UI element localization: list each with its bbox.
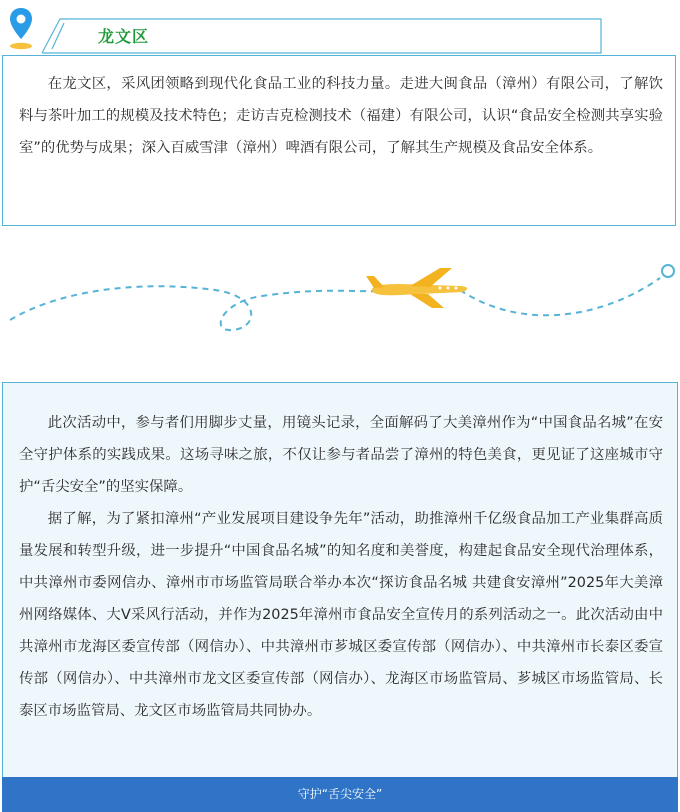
paragraph-background: 据了解，为了紧扣漳州“产业发展项目建设争先年”活动，助推漳州千亿级食品加工产业集群高质量发展和转型升级，进一步提升“中国食品名城”的知名度和美誉度，构建起食品安全现代治理体系，中共漳州市委网信办、漳州市市场监管局联合举办本次“探访食品名城 共建食安漳州”2025年大美漳州网络媒体、大V采风行活动，并作为2025年漳州市食品安全宣传月的系列活动之一。此次活动由中共漳州市龙海区委宣传部（网信办）、中共漳州市芗城区委宣传部（网信办）、中共漳州市长泰区委宣传部（网信办）、中共漳州市龙文区委宣传部（网信办）、龙海区市场监管局、芗城区市场监管局、长泰区市场监管局、龙文区市场监管局共同协办。	[19, 511, 663, 719]
footer-banner: 守护“舌尖安全”	[2, 777, 678, 812]
map-pin-icon	[8, 6, 34, 50]
summary-box	[2, 382, 678, 777]
paragraph-summary: 此次活动中，参与者们用脚步丈量，用镜头记录，全面解码了大美漳州作为“中国食品名城”在安全守护体系的实践成果。这场寻味之旅，不仅让参与者品尝了漳州的特色美食，更见证了这座城市守护“舌尖安全”的坚实保障。	[19, 415, 663, 495]
section-title: 龙文区	[98, 27, 150, 46]
flight-path-decoration	[0, 250, 680, 360]
intro-box	[2, 55, 676, 226]
paragraph-longwen: 在龙文区，采风团领略到现代化食品工业的科技力量。走进大闽食品（漳州）有限公司，了解饮料与茶叶加工的规模及技术特色；走访吉克检测技术（福建）有限公司，认识“食品安全检测共享实验室”的优势与成果；深入百威雪津（漳州）啤酒有限公司，了解其生产规模及食品安全体系。	[19, 76, 663, 156]
airplane-icon	[366, 268, 467, 308]
